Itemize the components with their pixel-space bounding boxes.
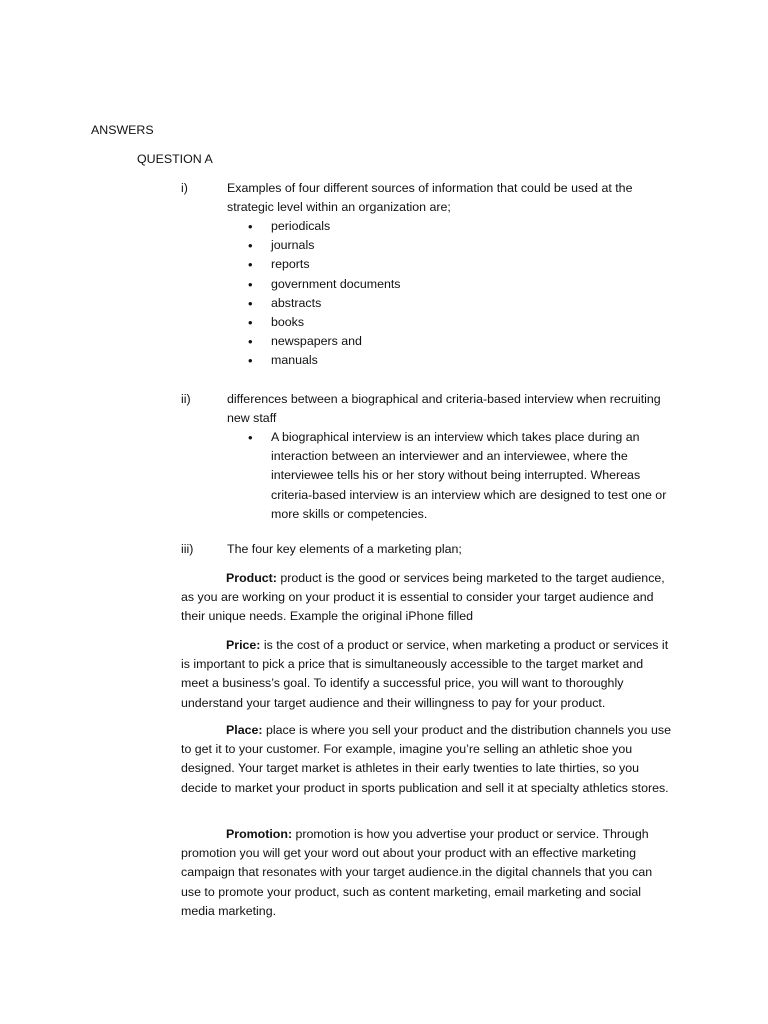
- question-ii-number: ii): [181, 392, 191, 406]
- question-iii-number: iii): [181, 542, 194, 556]
- bullet-icon: •: [248, 238, 253, 254]
- interview-differences-list: [227, 428, 667, 524]
- bullet-icon: •: [248, 257, 253, 273]
- question-i-number: i): [181, 181, 188, 195]
- list-item: [227, 217, 667, 236]
- promotion-paragraph: [181, 825, 673, 921]
- bullet-icon: •: [248, 353, 253, 369]
- answers-heading: ANSWERS: [91, 123, 154, 137]
- list-item-text: manuals: [271, 353, 318, 368]
- bullet-icon: •: [248, 315, 253, 331]
- list-item-text: periodicals: [271, 219, 331, 233]
- question-iii-text: The four key elements of a marketing plan;: [227, 542, 462, 556]
- promotion-body: promotion is how you advertise your product or service. Through promotion you will get your word out about your product with an effective marketing campaign that resonates with your target audience.in the digital channels that you can use to promote your product, such as content marketing, email marketing and social media marketing.: [181, 827, 653, 918]
- place-label: Place:: [226, 723, 263, 737]
- price-paragraph: [181, 636, 673, 713]
- bullet-icon: •: [248, 430, 253, 445]
- list-item-text: government documents: [271, 276, 401, 291]
- question-i-text: Examples of four different sources of information that could be used at the strategic level within an organization are;: [227, 181, 633, 215]
- list-item-text: abstracts: [271, 295, 322, 310]
- bullet-icon: •: [248, 276, 253, 292]
- list-item: [227, 275, 667, 294]
- place-body: place is where you sell your product and the distribution channels you use to get it to your customer. For example, imagine you’re selling an athletic shoe you designed. Your target market is athletes in their early twenties to late thirties, so you decide to market your product in sports publication and sell it at specialty athletics stores.: [181, 723, 671, 795]
- bullet-icon: •: [248, 295, 253, 311]
- list-item-text: A biographical interview is an interview which takes place during an interaction between an interviewer and an interviewee, where the interviewee tells his or her story without being interrupted. Whereas criteria-based interview is an interview which are designed to test one or more skills or competencies.: [271, 430, 667, 521]
- bullet-icon: •: [248, 219, 253, 234]
- list-item-text: journals: [271, 238, 315, 253]
- place-paragraph: [181, 721, 673, 798]
- list-item-text: newspapers and: [271, 334, 362, 349]
- list-item: [227, 294, 667, 313]
- bullet-icon: •: [248, 334, 253, 350]
- list-item-text: books: [271, 315, 305, 330]
- list-item: [227, 255, 667, 274]
- product-body: product is the good or services being marketed to the target audience, as you are working on your product it is essential to consider your target audience and their unique needs. Example the original iPhone filled: [181, 571, 665, 624]
- price-label: Price:: [226, 638, 261, 652]
- question-a-heading: QUESTION A: [137, 152, 213, 166]
- product-paragraph: [181, 569, 673, 627]
- price-body: is the cost of a product or service, when marketing a product or services it is important to pick a price that is simultaneously accessible to the target market and meet a business’s goal. To identify a successful price, you will want to thoroughly understand your target audience and their willingness to pay for your product.: [181, 638, 669, 710]
- question-ii-text: differences between a biographical and criteria-based interview when recruiting new staff: [227, 392, 661, 426]
- list-item: [227, 351, 667, 370]
- list-item: [227, 236, 667, 255]
- product-label: Product:: [226, 571, 277, 585]
- list-item: [227, 332, 667, 351]
- sources-list: [227, 217, 667, 371]
- list-item: [227, 313, 667, 332]
- list-item-text: reports: [271, 257, 310, 272]
- list-item: [227, 428, 667, 524]
- promotion-label: Promotion:: [226, 827, 293, 841]
